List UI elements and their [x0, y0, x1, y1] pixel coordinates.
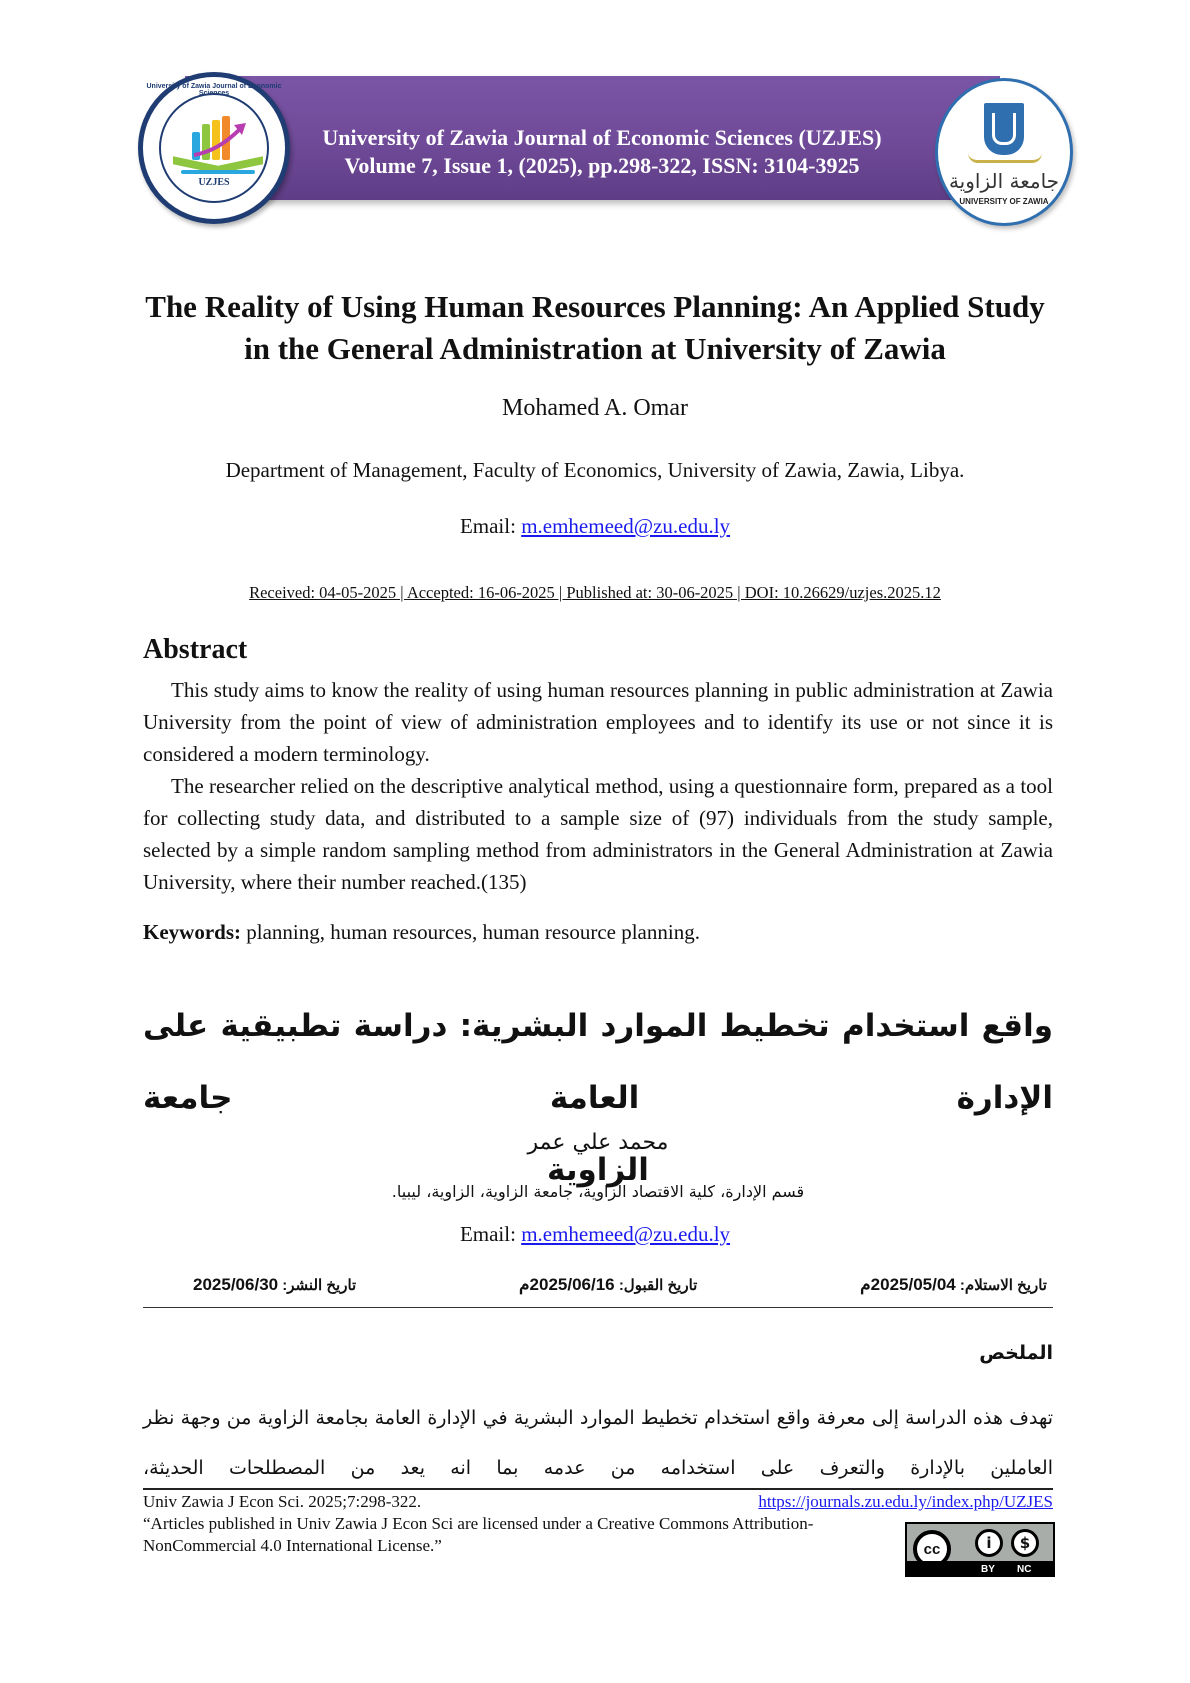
arabic-abstract-heading: الملخص: [979, 1342, 1053, 1364]
arabic-title-line-1: واقع استخدام تخطيط الموارد البشرية: دراسة تطبيقية على الإدارة العامة جامعة: [143, 1008, 1053, 1116]
arabic-affiliation: قسم الإدارة، كلية الاقتصاد الزاوية، جامعة الزاوية، الزاوية، ليبيا.: [391, 1182, 805, 1201]
arabic-abstract-body: تهدف هذه الدراسة إلى معرفة واقع استخدام تخطيط الموارد البشرية في الإدارة العامة بجامعة الزاوية من وجهة نظر العاملين بالإدارة والتعرف على استخدامه من عدمه بما انه يعد من المصطلحات الحديثة،: [143, 1407, 1053, 1479]
nc-label: NC: [1017, 1564, 1032, 1575]
noncommercial-dollar-icon: $: [1011, 1529, 1039, 1557]
publication-dates: Received: 04-05-2025 | Accepted: 16-06-2025 | Published at: 30-06-2025 | DOI: 10.26629/uzjes.2025.12: [249, 583, 941, 602]
abstract-heading: Abstract: [143, 634, 248, 665]
footer-citation: Univ Zawia J Econ Sci. 2025;7:298-322.: [143, 1492, 422, 1511]
email-label: Email:: [459, 514, 516, 538]
arabic-title-line-2: الزاوية: [547, 1152, 649, 1188]
paper-title: The Reality of Using Human Resources Planning: An Applied Study in the General Administration at University of Zawia: [145, 289, 1045, 366]
journal-url-link[interactable]: https://journals.zu.edu.ly/index.php/UZJES: [758, 1492, 1053, 1511]
uzjes-logo: [138, 72, 290, 224]
creative-commons-icon: cc: [913, 1530, 951, 1568]
email-link[interactable]: m.emhemeed@zu.edu.ly: [521, 1222, 731, 1246]
badge-strip: [907, 1561, 1053, 1575]
arabic-email-line: [140, 1222, 1050, 1247]
journal-volume: Volume 7, Issue 1, (2025), pp.298-322, ISSN: 3104-3925: [344, 153, 860, 178]
open-book-icon: [173, 161, 263, 175]
accepted-date: تاريخ القبول: 2025/06/16م: [519, 1275, 698, 1294]
author-email-line: [140, 514, 1050, 539]
journal-name: University of Zawia Journal of Economic Sciences (UZJES): [322, 125, 882, 150]
shield-icon: [984, 103, 1024, 155]
keywords-label: Keywords:: [143, 920, 241, 944]
arabic-title: [143, 990, 1053, 1206]
university-arabic-name: جامعة الزاوية: [948, 169, 1060, 193]
journal-header-text: [292, 124, 912, 180]
logo-label: UZJES: [198, 177, 230, 188]
author-name: Mohamed A. Omar: [502, 395, 688, 421]
author-affiliation: Department of Management, Faculty of Economics, University of Zawia, Zawia, Libya.: [225, 458, 965, 482]
by-label: BY: [981, 1564, 995, 1575]
license-text: “Articles published in Univ Zawia J Econ Sci are licensed under a Creative Commons Attribution-NonCommercial 4.0 International License.”: [143, 1514, 814, 1555]
keywords-line: [143, 920, 700, 945]
divider: [143, 1307, 1053, 1308]
email-label: Email:: [459, 1222, 516, 1246]
growth-arrow-icon: [188, 115, 248, 160]
book-wing-icon: [968, 153, 1042, 163]
keywords-list: planning, human resources, human resource planning.: [246, 920, 700, 944]
abstract-paragraph: The researcher relied on the descriptive analytical method, using a questionnaire form, prepared as a tool for collecting study data, and distributed to a sample size of (97) individuals from the study sample, selected by a simple random sampling method from administrators in the General Administration at Zawia University, where their number reached.(135): [143, 774, 1053, 894]
abstract-body: [143, 674, 1053, 898]
footer-divider: [143, 1488, 1053, 1490]
cc-by-nc-badge[interactable]: [905, 1522, 1055, 1577]
university-english-name: UNIVERSITY OF ZAWIA: [959, 197, 1049, 206]
received-date: تاريخ الاستلام: 2025/05/04م: [860, 1275, 1047, 1294]
attribution-person-icon: i: [975, 1529, 1003, 1557]
published-date: تاريخ النشر: 2025/06/30: [193, 1275, 357, 1294]
arabic-dates: [143, 1275, 1053, 1295]
abstract-paragraph: This study aims to know the reality of using human resources planning in public administration at Zawia University from the point of view of administration employees and to identify its use or not since it is considered a modern terminology.: [143, 678, 1053, 766]
logo-ring-text: University of Zawia Journal of Economic Sciences: [146, 83, 282, 97]
bar-chart-icon: [188, 115, 248, 160]
arabic-author-name: محمد علي عمر: [527, 1130, 669, 1155]
university-logo: [935, 78, 1073, 226]
email-link[interactable]: m.emhemeed@zu.edu.ly: [521, 514, 731, 538]
